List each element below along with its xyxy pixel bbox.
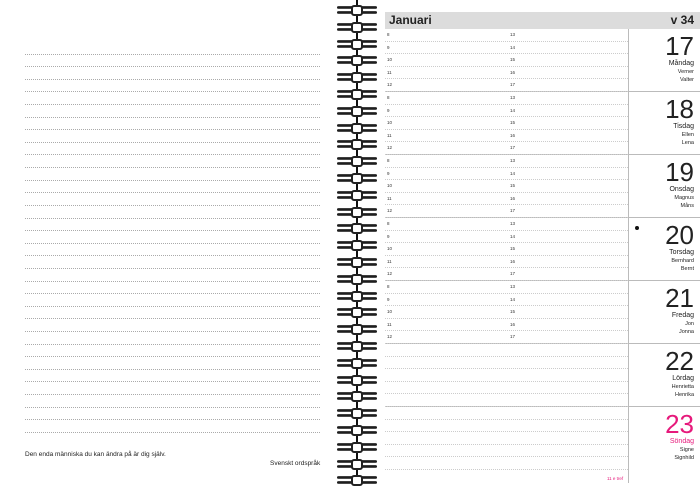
- day-number: 22: [665, 346, 694, 376]
- name-day: Henrietta: [671, 384, 694, 390]
- spiral-coil: [337, 342, 379, 352]
- week-number: v 34: [670, 13, 694, 27]
- hour-slot[interactable]: [385, 155, 628, 168]
- day-block[interactable]: [385, 155, 700, 218]
- sunday-event: 11 e tref: [607, 476, 624, 481]
- hour-slot[interactable]: [385, 218, 628, 231]
- name-day: Jonna: [679, 329, 694, 335]
- spiral-coil: [337, 275, 379, 285]
- spiral-coil: [337, 56, 379, 66]
- hour-label: 8: [387, 284, 390, 289]
- hour-slot[interactable]: [385, 243, 628, 256]
- spiral-binding: [335, 0, 385, 483]
- hour-slot[interactable]: [385, 319, 628, 332]
- day-number: 19: [665, 157, 694, 187]
- hour-slot[interactable]: [385, 331, 628, 344]
- weekday-name: Söndag: [669, 438, 694, 445]
- hour-slot[interactable]: [385, 394, 628, 407]
- spiral-coil: [337, 124, 379, 134]
- spiral-coil: [337, 308, 379, 318]
- hour-slot[interactable]: [385, 420, 628, 433]
- hour-slot[interactable]: [385, 407, 628, 420]
- name-day: Bernt: [680, 266, 694, 272]
- spiral-coil: [337, 73, 379, 83]
- note-line[interactable]: [25, 408, 320, 421]
- hour-label: 16: [510, 321, 516, 327]
- hour-label: 13: [510, 284, 516, 289]
- note-line[interactable]: [25, 357, 320, 370]
- note-line[interactable]: [25, 130, 320, 143]
- hour-label: 15: [510, 183, 516, 189]
- hour-label: 10: [387, 246, 393, 252]
- hour-label: 17: [510, 145, 516, 151]
- spiral-coil: [337, 376, 379, 386]
- hour-label: 10: [387, 120, 393, 126]
- hour-slots[interactable]: [385, 218, 628, 280]
- hour-label: 12: [387, 145, 393, 151]
- hour-label: 14: [510, 107, 516, 113]
- spiral-coil: [337, 241, 379, 251]
- hour-slot[interactable]: [385, 231, 628, 244]
- note-line[interactable]: [25, 294, 320, 307]
- name-day: Verner: [677, 69, 694, 75]
- day-number: 18: [665, 94, 694, 124]
- note-line[interactable]: [25, 143, 320, 156]
- note-line[interactable]: [25, 206, 320, 219]
- note-line[interactable]: [25, 193, 320, 206]
- hour-slot[interactable]: [385, 369, 628, 382]
- day-info: [632, 155, 694, 210]
- spiral-coil: [337, 140, 379, 150]
- notes-page: [0, 0, 335, 483]
- spiral-coil: [337, 107, 379, 117]
- hour-slot[interactable]: [385, 42, 628, 55]
- hour-label: 11: [387, 321, 392, 327]
- spiral-coil: [337, 23, 379, 33]
- blank-slots[interactable]: [385, 344, 628, 406]
- hour-label: 9: [387, 296, 390, 302]
- quote-source: Svenskt ordspråk: [270, 460, 321, 467]
- day-block[interactable]: [385, 344, 700, 407]
- day-number: 20: [665, 220, 694, 250]
- week-header: [385, 12, 700, 29]
- hour-label: 14: [510, 233, 516, 239]
- hour-label: 11: [387, 69, 392, 75]
- hour-label: 16: [510, 195, 516, 201]
- hour-slot[interactable]: [385, 180, 628, 193]
- hour-slot[interactable]: [385, 193, 628, 206]
- note-line[interactable]: [25, 345, 320, 358]
- hour-label: 12: [387, 208, 393, 214]
- hour-label: 13: [510, 221, 516, 226]
- spiral-coil: [337, 6, 379, 16]
- note-line[interactable]: [25, 244, 320, 257]
- note-line[interactable]: [25, 395, 320, 408]
- note-line[interactable]: [25, 269, 320, 282]
- notes-lines: [25, 42, 320, 433]
- spiral-coil: [337, 359, 379, 369]
- note-line[interactable]: [25, 282, 320, 295]
- hour-label: 16: [510, 258, 516, 264]
- note-line[interactable]: [25, 118, 320, 131]
- hour-slot[interactable]: [385, 344, 628, 357]
- note-line[interactable]: [25, 155, 320, 168]
- hour-slot[interactable]: [385, 205, 628, 218]
- hour-label: 10: [387, 183, 393, 189]
- weekday-name: Måndag: [668, 60, 694, 67]
- spiral-coil: [337, 208, 379, 218]
- hour-slot[interactable]: [385, 432, 628, 445]
- note-line[interactable]: [25, 256, 320, 269]
- day-number: 21: [665, 283, 694, 313]
- quote-text: Den enda människa du kan ändra på är dig själv.: [25, 451, 166, 458]
- day-block[interactable]: [385, 92, 700, 155]
- spiral-coil: [337, 443, 379, 453]
- day-block[interactable]: [385, 407, 700, 483]
- hour-label: 13: [510, 95, 516, 100]
- hour-label: 13: [510, 32, 516, 37]
- spiral-coil: [337, 90, 379, 100]
- name-day: Valter: [680, 77, 694, 83]
- week-page: [385, 0, 700, 483]
- hour-label: 9: [387, 233, 390, 239]
- hour-slot[interactable]: [385, 357, 628, 370]
- hour-label: 11: [387, 195, 392, 201]
- spiral-coil: [337, 476, 379, 486]
- hour-label: 16: [510, 132, 516, 138]
- hour-label: 17: [510, 334, 516, 340]
- hour-label: 11: [387, 132, 392, 138]
- note-line[interactable]: [25, 420, 320, 433]
- hour-label: 15: [510, 309, 516, 315]
- day-info: [632, 407, 694, 462]
- hour-slot[interactable]: [385, 281, 628, 294]
- note-line[interactable]: [25, 181, 320, 194]
- hour-slots[interactable]: [385, 281, 628, 343]
- weekday-name: Torsdag: [669, 249, 694, 256]
- spiral-coil: [337, 40, 379, 50]
- name-day: Bernhard: [671, 258, 694, 264]
- hour-label: 8: [387, 95, 390, 100]
- note-line[interactable]: [25, 42, 320, 55]
- name-day: Signhild: [674, 455, 694, 461]
- hour-slots[interactable]: [385, 29, 628, 91]
- hour-slot[interactable]: [385, 105, 628, 118]
- day-info: [632, 29, 694, 84]
- hour-label: 12: [387, 334, 393, 340]
- hour-label: 9: [387, 170, 390, 176]
- day-info: [632, 344, 694, 399]
- hour-label: 17: [510, 82, 516, 88]
- name-day: Signe: [679, 447, 694, 453]
- spiral-coil: [337, 292, 379, 302]
- hour-label: 15: [510, 57, 516, 63]
- hour-label: 9: [387, 107, 390, 113]
- hour-label: 16: [510, 69, 516, 75]
- note-line[interactable]: [25, 370, 320, 383]
- note-line[interactable]: [25, 332, 320, 345]
- note-line[interactable]: [25, 219, 320, 232]
- spiral-coil: [337, 191, 379, 201]
- spiral-coil: [337, 392, 379, 402]
- note-line[interactable]: [25, 105, 320, 118]
- hour-slots[interactable]: [385, 92, 628, 154]
- spiral-coil: [337, 157, 379, 167]
- hour-slot[interactable]: [385, 168, 628, 181]
- weekday-name: Tisdag: [673, 123, 694, 130]
- spiral-coil: [337, 409, 379, 419]
- hour-label: 15: [510, 246, 516, 252]
- day-info: [632, 218, 694, 273]
- hour-label: 8: [387, 32, 390, 37]
- hour-slot[interactable]: [385, 306, 628, 319]
- hour-slots[interactable]: [385, 155, 628, 217]
- weekday-name: Lördag: [672, 375, 694, 382]
- note-line[interactable]: [25, 307, 320, 320]
- hour-label: 14: [510, 44, 516, 50]
- day-number: 17: [665, 31, 694, 61]
- day-block[interactable]: [385, 218, 700, 281]
- hour-label: 10: [387, 309, 393, 315]
- day-block[interactable]: [385, 29, 700, 92]
- note-line[interactable]: [25, 67, 320, 80]
- hour-label: 11: [387, 258, 392, 264]
- day-block[interactable]: [385, 281, 700, 344]
- hour-slot[interactable]: [385, 29, 628, 42]
- spiral-coil: [337, 258, 379, 268]
- hour-label: 12: [387, 82, 393, 88]
- note-line[interactable]: [25, 231, 320, 244]
- hour-slot[interactable]: [385, 294, 628, 307]
- spiral-coil: [337, 426, 379, 436]
- hour-label: 13: [510, 158, 516, 163]
- note-line[interactable]: [25, 80, 320, 93]
- spiral-coil: [337, 224, 379, 234]
- hour-label: 8: [387, 221, 390, 226]
- name-day: Måns: [680, 203, 694, 209]
- hour-label: 9: [387, 44, 390, 50]
- hour-label: 8: [387, 158, 390, 163]
- day-number: 23: [665, 409, 694, 439]
- hour-slot[interactable]: [385, 130, 628, 143]
- hour-slot[interactable]: [385, 67, 628, 80]
- spiral-coil: [337, 325, 379, 335]
- spiral-coil: [337, 174, 379, 184]
- hour-label: 17: [510, 271, 516, 277]
- blank-slots[interactable]: [385, 407, 628, 483]
- name-day: Jon: [685, 321, 694, 327]
- hour-slot[interactable]: [385, 79, 628, 92]
- hour-slot[interactable]: [385, 142, 628, 155]
- hour-slot[interactable]: [385, 457, 628, 470]
- weekday-name: Fredag: [671, 312, 694, 319]
- name-day: Magnus: [674, 195, 694, 201]
- hour-slot[interactable]: [385, 117, 628, 130]
- note-line[interactable]: [25, 168, 320, 181]
- spiral-coil: [337, 460, 379, 470]
- note-line[interactable]: [25, 382, 320, 395]
- hour-slot[interactable]: [385, 256, 628, 269]
- hour-label: 17: [510, 208, 516, 214]
- name-day: Lena: [681, 140, 694, 146]
- hour-slot[interactable]: [385, 92, 628, 105]
- name-day: Ellen: [681, 132, 694, 138]
- month-label: Januari: [389, 13, 432, 27]
- note-line[interactable]: [25, 92, 320, 105]
- name-day: Henrika: [675, 392, 694, 398]
- hour-label: 10: [387, 57, 393, 63]
- hour-label: 14: [510, 296, 516, 302]
- hour-label: 12: [387, 271, 393, 277]
- hour-slot[interactable]: [385, 382, 628, 395]
- day-info: [632, 92, 694, 147]
- hour-label: 15: [510, 120, 516, 126]
- weekday-name: Onsdag: [669, 186, 694, 193]
- hour-slot[interactable]: [385, 445, 628, 458]
- note-line[interactable]: [25, 319, 320, 332]
- day-info: [632, 281, 694, 336]
- hour-slot[interactable]: [385, 268, 628, 281]
- hour-label: 14: [510, 170, 516, 176]
- hour-slot[interactable]: [385, 54, 628, 67]
- note-line[interactable]: [25, 55, 320, 68]
